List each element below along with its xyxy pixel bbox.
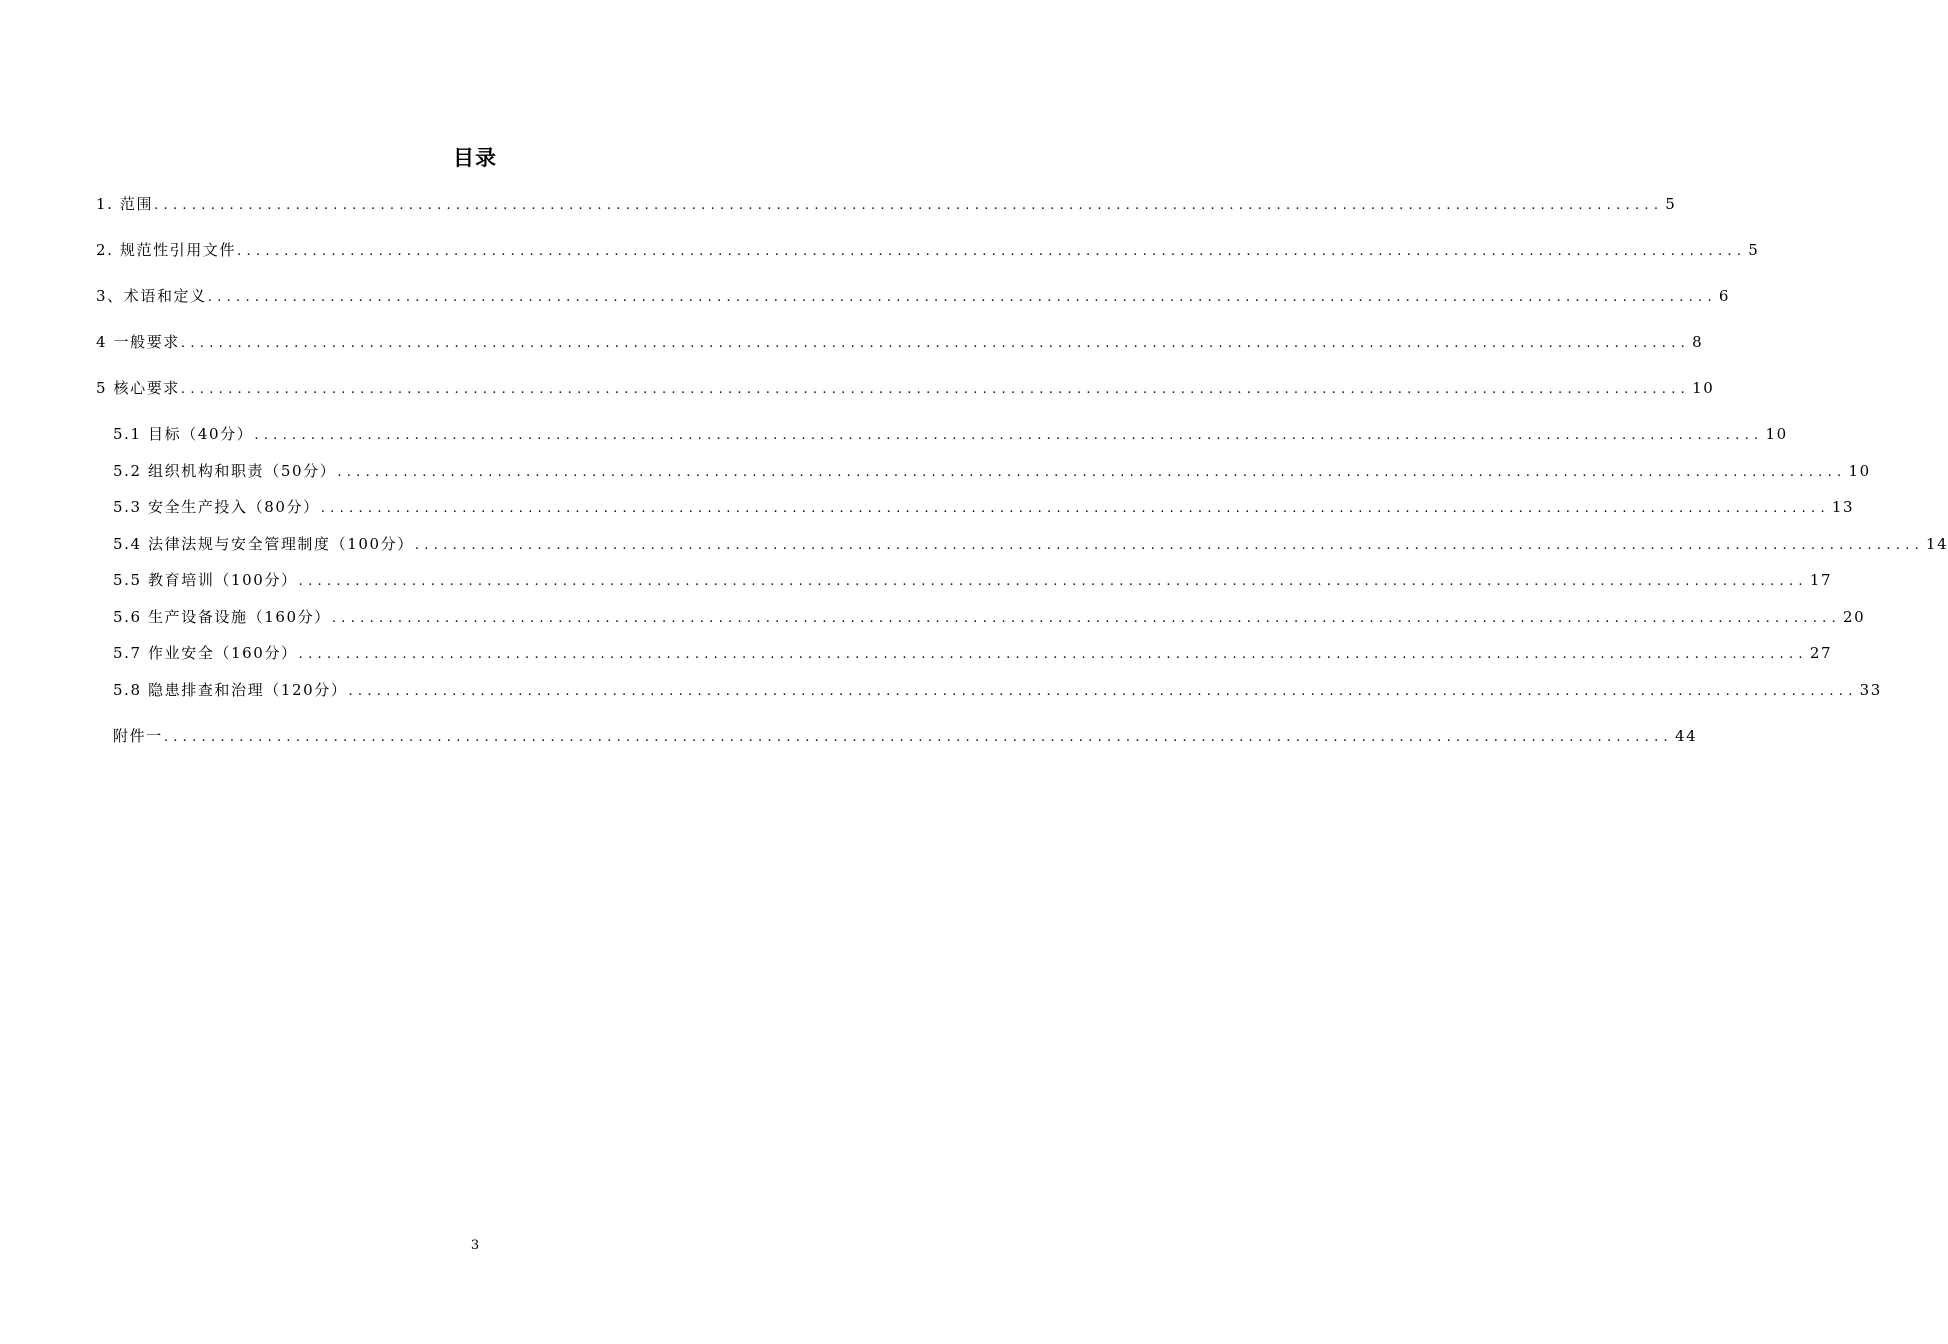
toc-entry-page: 6 [1718, 287, 1731, 305]
toc-leader-dots: ................................................................................................................................................................ [207, 290, 1717, 305]
toc-entry-page: 10 [1848, 462, 1871, 480]
toc-entry-label: 附件一 [113, 727, 163, 745]
toc-entry-general-requirements[interactable] [96, 330, 1704, 354]
toc-entry-5-5-education-training[interactable] [113, 568, 1833, 592]
toc-leader-dots: ................................................................................................................................................................ [337, 465, 1847, 480]
toc-entry-page: 8 [1692, 333, 1704, 351]
toc-entry-5-7-operation-safety[interactable] [113, 641, 1833, 665]
toc-entry-label: 5.7 作业安全（160分） [113, 644, 298, 662]
toc-leader-dots: ................................................................................................................................................................ [298, 647, 1808, 662]
toc-leader-dots: ................................................................................................................................................................ [154, 198, 1664, 213]
toc-leader-dots: ................................................................................................................................................................ [180, 336, 1691, 351]
toc-title: 目录 [453, 146, 497, 170]
toc-leader-dots: ................................................................................................................................................................ [254, 428, 1764, 443]
toc-entry-5-8-hazard-investigation[interactable] [113, 678, 1882, 702]
toc-entry-5-3-safety-investment[interactable] [113, 495, 1855, 519]
toc-entry-page: 14 [1926, 535, 1948, 553]
toc-entry-5-6-equipment-facilities[interactable] [113, 605, 1866, 629]
toc-entry-label: 5 核心要求 [96, 379, 180, 397]
toc-entry-label: 2. 规范性引用文件 [96, 241, 237, 259]
toc-entry-page: 17 [1809, 571, 1833, 589]
toc-entry-5-1-objectives[interactable] [113, 422, 1788, 446]
toc-leader-dots: ................................................................................................................................................................ [237, 244, 1747, 259]
toc-entry-label: 5.6 生产设备设施（160分） [113, 608, 331, 626]
toc-entry-label: 5.8 隐患排查和治理（120分） [113, 681, 348, 699]
toc-entry-terms-definitions[interactable] [96, 284, 1731, 308]
toc-entry-page: 20 [1843, 608, 1866, 626]
toc-entry-page: 10 [1765, 425, 1788, 443]
toc-leader-dots: ................................................................................................................................................................ [348, 684, 1858, 699]
toc-entry-5-2-organization[interactable] [113, 459, 1871, 483]
toc-entry-label: 4 一般要求 [96, 333, 180, 351]
toc-entry-core-requirements[interactable] [96, 376, 1715, 400]
toc-entry-scope[interactable] [96, 192, 1677, 216]
toc-leader-dots: ................................................................................................................................................................ [180, 382, 1691, 397]
toc-leader-dots: ................................................................................................................................................................ [331, 611, 1842, 626]
toc-entry-page: 27 [1809, 644, 1833, 662]
toc-entry-page: 5 [1665, 195, 1677, 213]
toc-entry-page: 44 [1674, 727, 1698, 745]
toc-leader-dots: ................................................................................................................................................................ [298, 574, 1808, 589]
toc-entry-page: 33 [1859, 681, 1882, 699]
toc-entry-label: 5.1 目标（40分） [113, 425, 254, 443]
toc-entry-normative-references[interactable] [96, 238, 1760, 262]
toc-entry-label: 5.2 组织机构和职责（50分） [113, 462, 337, 480]
toc-entry-page: 10 [1692, 379, 1715, 397]
toc-entry-label: 3、术语和定义 [96, 287, 207, 305]
toc-entry-label: 5.5 教育培训（100分） [113, 571, 298, 589]
toc-leader-dots: ................................................................................................................................................................ [414, 538, 1925, 553]
toc-entry-label: 5.4 法律法规与安全管理制度（100分） [113, 535, 414, 553]
toc-entry-page: 13 [1831, 498, 1855, 516]
toc-entry-label: 5.3 安全生产投入（80分） [113, 498, 320, 516]
page-number: 3 [470, 1238, 480, 1253]
toc-entry-page: 5 [1748, 241, 1760, 259]
toc-leader-dots: ................................................................................................................................................................ [320, 501, 1830, 516]
toc-entry-label: 1. 范围 [96, 195, 154, 213]
toc-entry-appendix-1[interactable] [113, 724, 1698, 748]
toc-leader-dots: ................................................................................................................................................................ [163, 730, 1673, 745]
toc-entry-5-4-laws-regulations[interactable] [113, 532, 1948, 556]
